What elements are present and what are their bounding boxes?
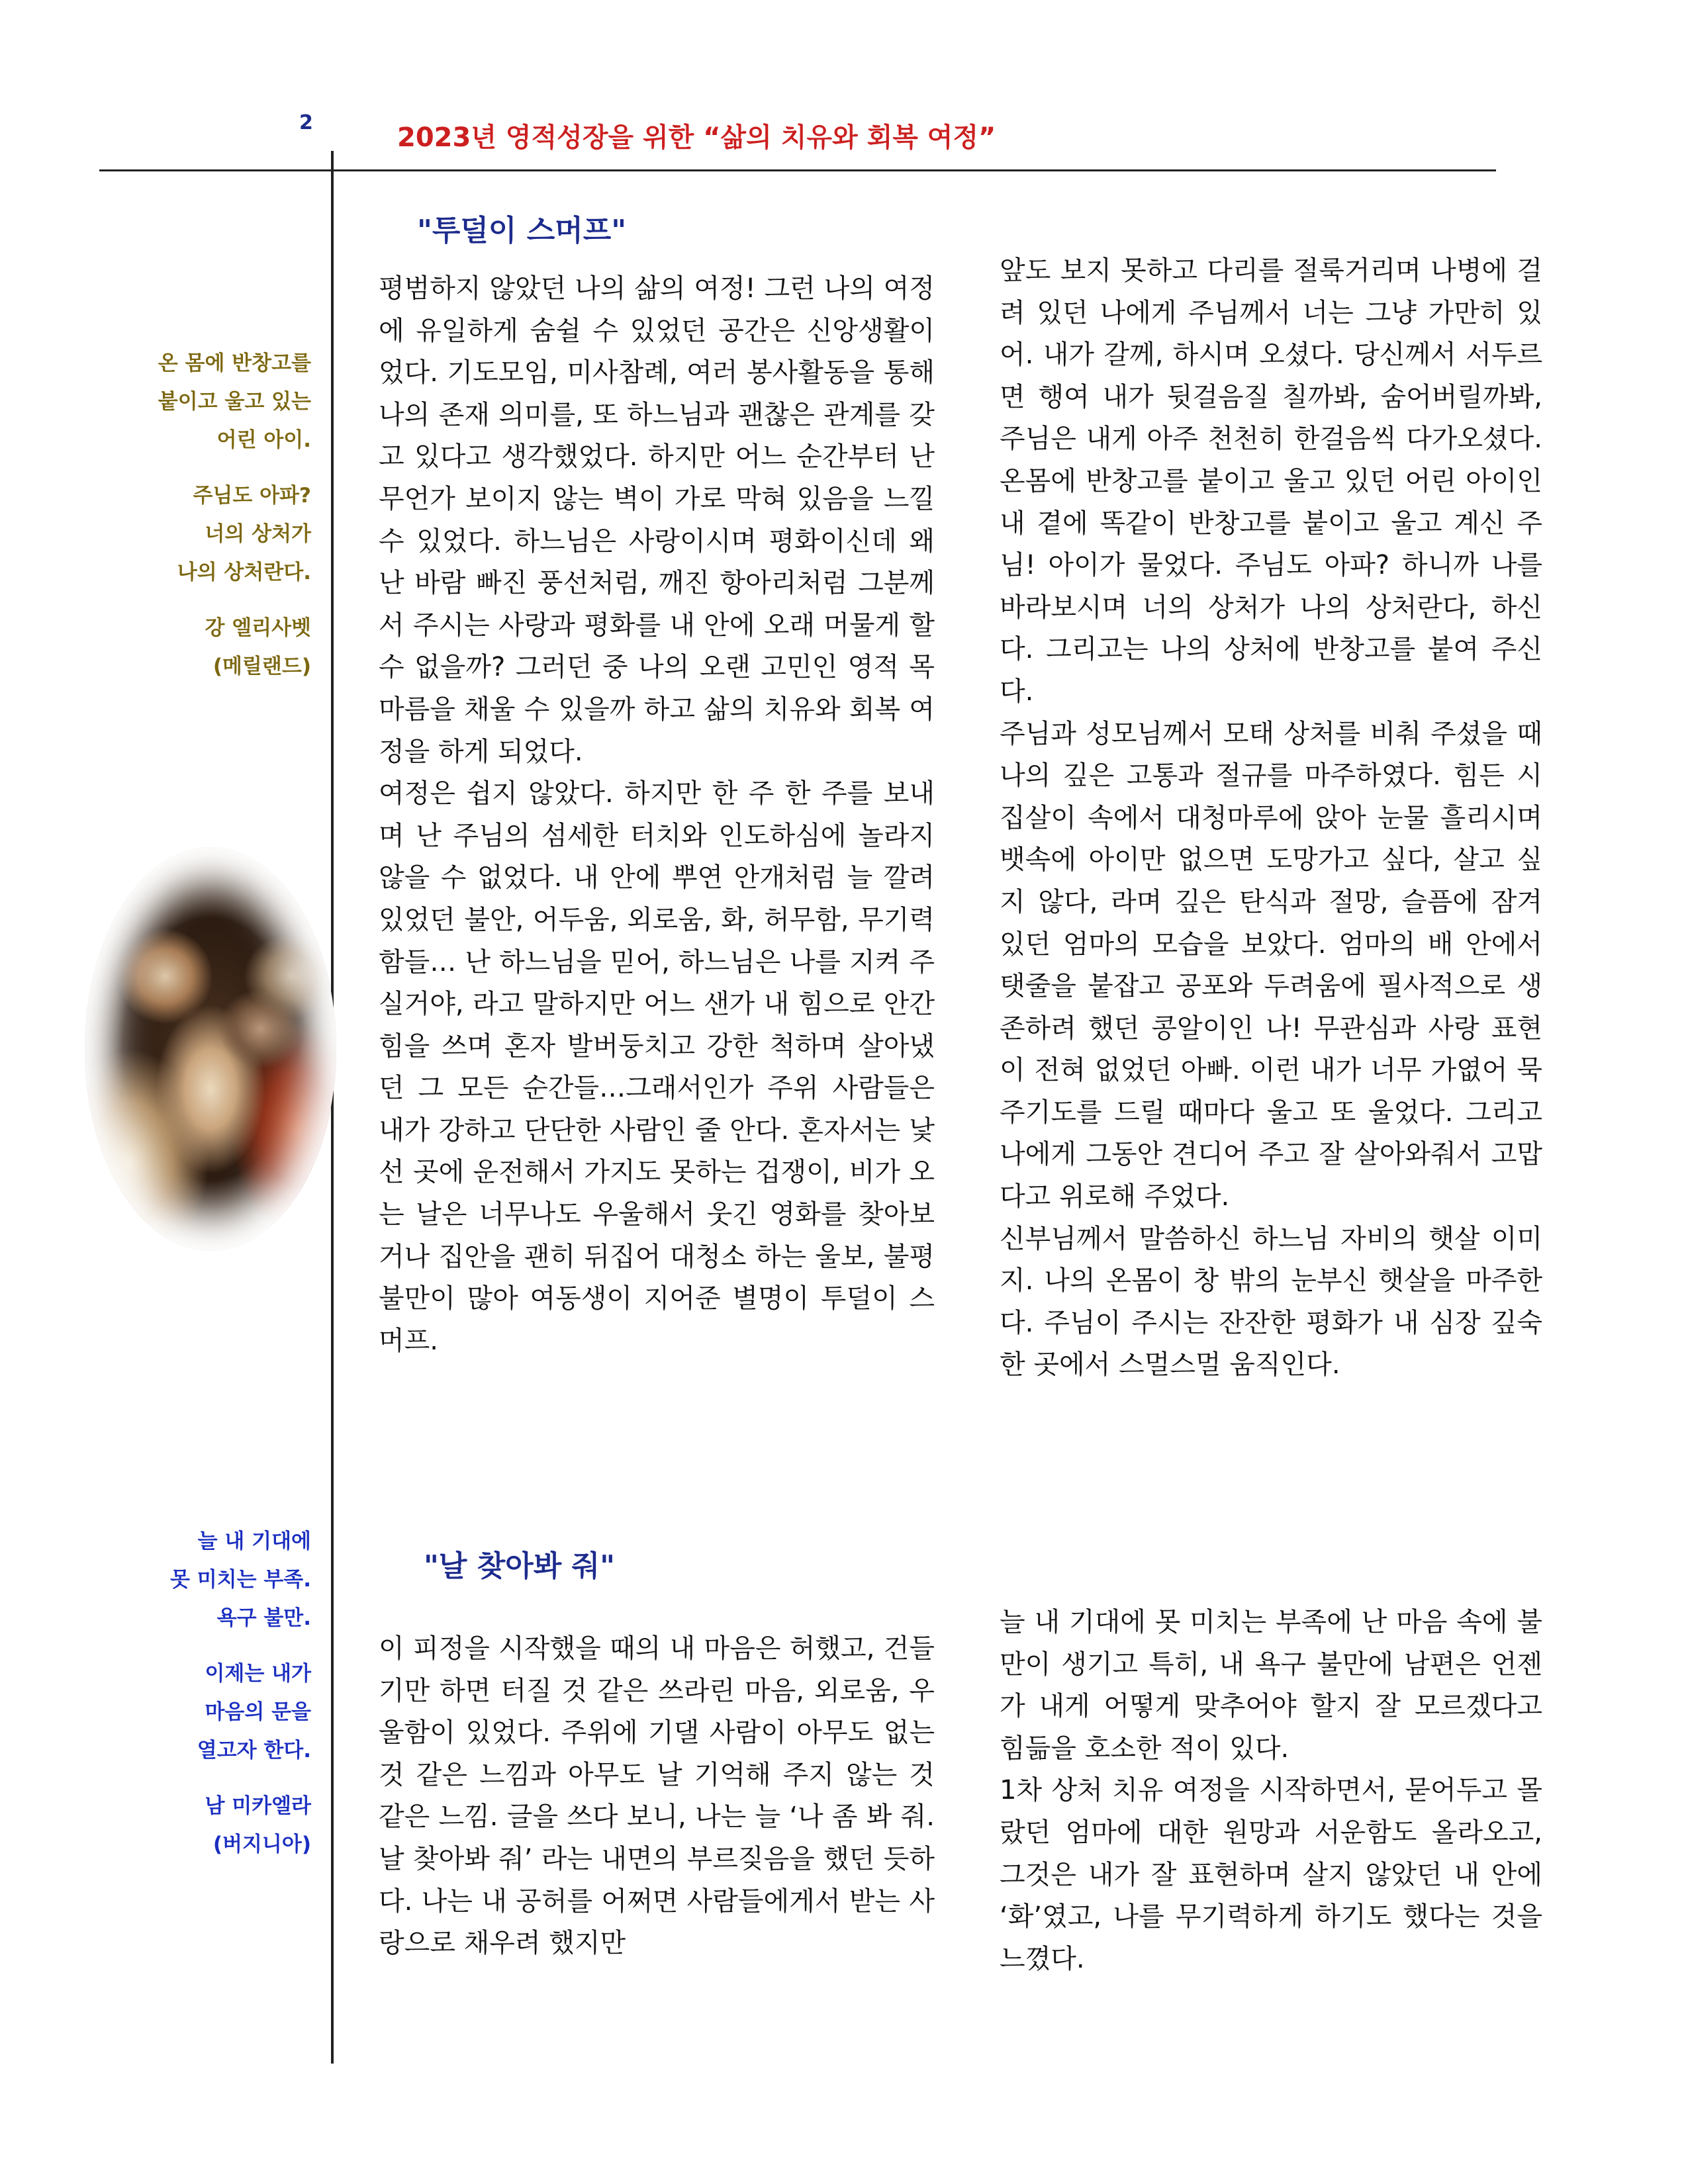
article-1-column-2 [1000,250,1542,1387]
article-2-column-2 [1000,1602,1542,1980]
quote-1-stanza-2: 주님도 아파? 너의 상처가 나의 상처란다. [177,484,311,584]
paragraph: 이 피정을 시작했을 때의 내 마음은 허했고, 건들기만 하면 터질 것 같은 쓰라린 마음, 외로움, 우울함이 있었다. 주위에 기댈 사람이 아무도 없는 것 같은 느낌과 아무도 날 기억해 주지 않는 것 같은 느낌. 글을 쓰다 보니, 나는 늘 ‘나 좀 봐 줘. 날 찾아봐 줘’ 라는 내면의 부르짖음을 했던 듯하다. 나는 내 공허를 어쩌면 사람들에게서 받는 사랑으로 채우려 했지만 [379,1633,935,1959]
author-name: 강 엘리사벳 [205,616,311,640]
paragraph: 앞도 보지 못하고 다리를 절룩거리며 나병에 걸려 있던 나에게 주님께서 너는 그냥 가만히 있어. 내가 갈께, 하시며 오셨다. 당신께서 서두르면 행여 내가 뒷걸음질 칠까봐, 숨어버릴까봐, 주님은 내게 아주 천천히 한걸음씩 다가오셨다. 온몸에 반창고를 붙이고 울고 있던 어린 아이인 내 곁에 똑같이 반창고를 붙이고 울고 계신 주님! 아이가 물었다. 주님도 아파? 하니까 나를 바라보시며 너의 상처가 나의 상처란다, 하신다. 그리고는 나의 상처에 반창고를 붙여 주신다. [1000,255,1542,707]
author-location: (버지니아) [212,1833,311,1856]
quote-1-stanza-1: 온 몸에 반창고를 붙이고 울고 있는 어린 아이. [158,351,311,452]
section-title-1: "투덜이 스머프" [417,214,627,248]
quote-2-stanza-2: 이제는 내가 마음의 문을 열고자 한다. [197,1662,311,1762]
sidebar-quote-2 [113,1522,311,1881]
header-title: 2023년 영적성장을 위한 “삶의 치유와 회복 여정” [397,122,996,153]
painting-image [85,847,336,1251]
quote-2-stanza-1: 늘 내 기대에 못 미치는 부족. 욕구 불만. [169,1529,311,1630]
paragraph: 주님과 성모님께서 모태 상처를 비춰 주셨을 때 나의 깊은 고통과 절규를 마주하였다. 힘든 시집살이 속에서 대청마루에 앉아 눈물 흘리시며 뱃속에 아이만 없으면 도망가고 싶다, 살고 싶지 않다, 라며 깊은 탄식과 절망, 슬픔에 잠겨 있던 엄마의 모습을 보았다. 엄마의 배 안에서 탯줄을 붙잡고 공포와 두려움에 필사적으로 생존하려 했던 콩알이인 나! 무관심과 사랑 표현이 전혀 없었던 아빠. 이런 내가 너무 가엾어 묵주기도를 드릴 때마다 울고 또 울었다. 그리고 나에게 그동안 견디어 주고 잘 살아와줘서 고맙다고 위로해 주었다. [1000,718,1542,1212]
article-1-column-1 [379,268,935,1362]
header-divider [99,169,1496,171]
quote-2-byline [113,1787,311,1864]
quote-1-byline [113,609,311,686]
paragraph: 여정은 쉽지 않았다. 하지만 한 주 한 주를 보내며 난 주님의 섬세한 터치와 인도하심에 놀라지 않을 수 없었다. 내 안에 뿌연 안개처럼 늘 깔려 있었던 불안, 어두움, 외로움, 화, 허무함, 무기력함들… 난 하느님을 믿어, 하느님은 나를 지켜 주실거야, 라고 말하지만 어느 샌가 내 힘으로 안간힘을 쓰며 혼자 발버둥치고 강한 척하며 살아냈던 그 모든 순간들…그래서인가 주위 사람들은 내가 강하고 단단한 사람인 줄 안다. 혼자서는 낯선 곳에 운전해서 가지도 못하는 겁쟁이, 비가 오는 날은 너무나도 우울해서 웃긴 영화를 찾아보거나 집안을 괜히 뒤집어 대청소 하는 울보, 불평 불만이 많아 여동생이 지어준 별명이 투덜이 스머프. [379,778,935,1356]
sidebar-divider [331,151,334,2064]
article-2-column-1 [379,1628,935,1965]
paragraph: 1차 상처 치유 여정을 시작하면서, 묻어두고 몰랐던 엄마에 대한 원망과 서운함도 올라오고, 그것은 내가 잘 표현하며 살지 않았던 내 안에 ‘화’였고, 나를 무기력하게 하기도 했다는 것을 느꼈다. [1000,1775,1542,1974]
paragraph: 평범하지 않았던 나의 삶의 여정! 그런 나의 여정에 유일하게 숨쉴 수 있었던 공간은 신앙생활이었다. 기도모임, 미사참례, 여러 봉사활동을 통해 나의 존재 의미를, 또 하느님과 괜찮은 관계를 갖고 있다고 생각했었다. 하지만 어느 순간부터 난 무언가 보이지 않는 벽이 가로 막혀 있음을 느낄 수 있었다. 하느님은 사랑이시며 평화이신데 왜 난 바람 빠진 풍선처럼, 깨진 항아리처럼 그분께서 주시는 사랑과 평화를 내 안에 오래 머물게 할 수 없을까? 그러던 중 나의 오랜 고민인 영적 목마름을 채울 수 있을까 하고 삶의 치유와 회복 여정을 하게 되었다. [379,273,935,767]
author-name: 남 미카엘라 [205,1794,311,1818]
author-location: (메릴랜드) [212,655,311,678]
page-number: 2 [299,111,313,134]
sidebar-quote-1 [113,344,311,703]
paragraph: 늘 내 기대에 못 미치는 부족에 난 마음 속에 불만이 생기고 특히, 내 욕구 불만에 남편은 언젠가 내게 어떻게 맞추어야 할지 잘 모르겠다고 힘듦을 호소한 적이 있다. [1000,1607,1542,1764]
paragraph: 신부님께서 말씀하신 하느님 자비의 햇살 이미지. 나의 온몸이 창 밖의 눈부신 햇살을 마주한다. 주님이 주시는 잔잔한 평화가 내 심장 깊숙한 곳에서 스멀스멀 움직인다. [1000,1223,1542,1381]
section-title-2: "날 찾아봐 줘" [424,1549,616,1583]
